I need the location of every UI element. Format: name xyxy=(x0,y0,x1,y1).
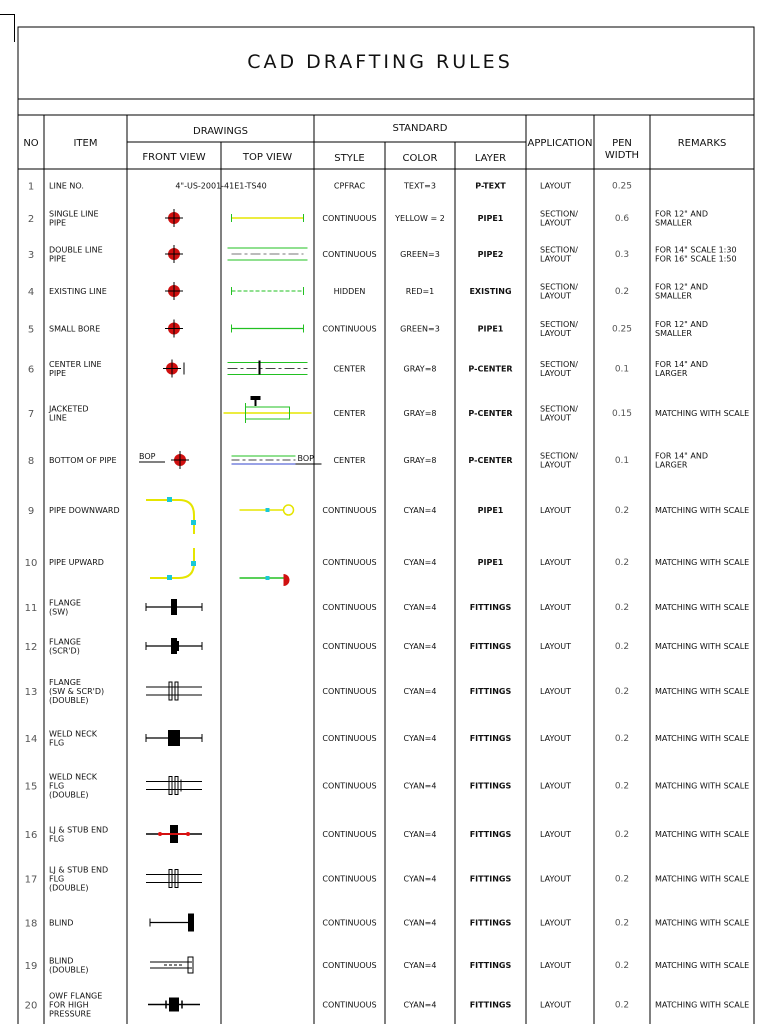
row-number: 20 xyxy=(24,1000,38,1012)
table-row xyxy=(28,497,749,534)
line-color: TEXT=3 xyxy=(404,181,436,191)
flange-symbol xyxy=(171,638,177,654)
row-number: 6 xyxy=(27,364,35,376)
layer-name: FITTINGS xyxy=(469,918,512,928)
item-name: LINE xyxy=(49,413,67,423)
layer-name: PIPE1 xyxy=(477,214,504,223)
line-color: CYAN=4 xyxy=(403,918,437,928)
row-number: 9 xyxy=(27,506,35,517)
row-number: 15 xyxy=(24,781,38,793)
header-color: COLOR xyxy=(402,153,438,164)
remarks: SMALLER xyxy=(655,291,692,301)
table-row xyxy=(28,360,708,379)
header-remarks: REMARKS xyxy=(677,138,727,149)
header-application: APPLICATION xyxy=(527,138,593,149)
header-top-view: TOP VIEW xyxy=(242,152,293,163)
pen-width: 0.25 xyxy=(611,181,633,192)
row-number: 18 xyxy=(24,918,38,930)
line-number-format: 4"-US-2001-41E1-TS40 xyxy=(175,181,267,191)
table-row xyxy=(25,678,750,705)
application: LAYOUT xyxy=(540,642,571,651)
line-color: CYAN=4 xyxy=(403,961,437,970)
item-name: FLG xyxy=(49,834,65,844)
pen-width: 0.2 xyxy=(614,961,630,971)
row-number: 3 xyxy=(27,250,35,261)
line-style: CONTINUOUS xyxy=(322,830,377,839)
pipe-downward-symbol xyxy=(146,500,194,534)
line-color: CYAN=4 xyxy=(403,603,437,612)
sheet-title: CAD DRAFTING RULES xyxy=(247,51,513,73)
item-name: PIPE UPWARD xyxy=(49,558,104,567)
pen-width: 0.2 xyxy=(614,734,630,744)
item-name: PIPE DOWNWARD xyxy=(49,506,120,515)
application: SECTION/ xyxy=(540,451,578,461)
item-name: PIPE xyxy=(49,369,67,378)
layer-name: PIPE1 xyxy=(477,558,504,567)
item-name: BLIND xyxy=(49,956,74,966)
line-style: CONTINUOUS xyxy=(322,918,377,928)
item-name: SMALL BORE xyxy=(49,324,101,334)
application: LAYOUT xyxy=(540,254,571,264)
remarks: SMALLER xyxy=(655,329,692,338)
row-number: 12 xyxy=(24,642,38,653)
item-name: (DOUBLE) xyxy=(49,790,89,800)
blind-symbol xyxy=(188,957,193,973)
flange-symbol xyxy=(175,870,178,888)
row-number: 14 xyxy=(24,734,38,745)
item-name: DOUBLE LINE xyxy=(49,245,103,255)
header-pen-width: PEN xyxy=(612,138,632,149)
application: LAYOUT xyxy=(540,603,571,612)
remarks: LARGER xyxy=(655,369,688,378)
cyan-marker xyxy=(167,575,172,580)
layer-name: PIPE1 xyxy=(477,324,504,334)
table-row xyxy=(25,957,750,975)
row-number: 19 xyxy=(24,961,38,972)
line-color: RED=1 xyxy=(405,287,435,296)
outer-border xyxy=(18,27,754,1024)
item-name: FLG xyxy=(49,738,65,748)
item-name: (DOUBLE) xyxy=(49,965,89,975)
line-style: CONTINUOUS xyxy=(322,1000,377,1010)
table-row xyxy=(25,548,750,586)
row-number: 10 xyxy=(24,558,38,569)
table-frame xyxy=(18,27,754,1024)
pen-width: 0.2 xyxy=(614,1000,630,1011)
table-row xyxy=(25,866,750,893)
line-color: CYAN=4 xyxy=(403,687,437,696)
item-name: PRESSURE xyxy=(49,1009,92,1019)
application: LAYOUT xyxy=(540,369,571,378)
application: SECTION/ xyxy=(540,360,578,369)
line-color: CYAN=4 xyxy=(403,642,437,651)
header-drawings: DRAWINGS xyxy=(193,126,248,137)
header-layer: LAYER xyxy=(474,153,507,164)
layer-name: FITTINGS xyxy=(469,1000,512,1010)
pipe-end-circle xyxy=(284,505,294,515)
item-name: FOR HIGH xyxy=(49,1000,89,1010)
layer-name: FITTINGS xyxy=(469,830,512,839)
pen-width: 0.2 xyxy=(614,642,630,652)
weld-neck-symbol xyxy=(168,730,180,746)
item-name: (DOUBLE) xyxy=(49,883,89,893)
table-row xyxy=(28,282,708,301)
table-headers xyxy=(23,123,726,164)
line-style: CENTER xyxy=(333,409,366,418)
line-color: GRAY=8 xyxy=(403,409,437,418)
remarks: MATCHING WITH SCALE xyxy=(655,409,750,418)
pen-width: 0.25 xyxy=(611,324,633,335)
application: LAYOUT xyxy=(540,734,571,743)
flange-symbol xyxy=(169,682,172,700)
red-marker xyxy=(186,832,190,836)
layer-name: P-CENTER xyxy=(468,456,513,465)
layer-name: FITTINGS xyxy=(469,734,512,743)
pen-width: 0.2 xyxy=(614,603,630,613)
remarks: MATCHING WITH SCALE xyxy=(655,874,750,884)
pen-width: 0.2 xyxy=(614,874,630,885)
valve-stem-symbol xyxy=(251,396,261,400)
table-row xyxy=(25,730,750,748)
row-number: 17 xyxy=(24,874,38,886)
line-color: GREEN=3 xyxy=(400,324,440,334)
bop-label: BOP xyxy=(297,454,314,463)
pipe-up-symbol xyxy=(284,574,290,586)
table-row xyxy=(28,451,708,470)
line-style: CONTINUOUS xyxy=(322,506,377,515)
owf-flange-symbol xyxy=(169,998,179,1012)
table-row xyxy=(28,396,749,423)
cyan-marker xyxy=(191,520,196,525)
item-name: LINE NO. xyxy=(49,181,84,191)
item-name: LJ & STUB END xyxy=(49,825,109,835)
remarks: MATCHING WITH SCALE xyxy=(655,830,750,839)
line-color: CYAN=4 xyxy=(403,830,437,839)
remarks: LARGER xyxy=(655,460,688,470)
item-name: PIPE xyxy=(49,218,67,228)
item-name: WELD NECK xyxy=(49,729,97,739)
bop-label: BOP xyxy=(139,452,156,461)
remarks: MATCHING WITH SCALE xyxy=(655,734,750,743)
line-color: GRAY=8 xyxy=(403,364,437,374)
cyan-marker xyxy=(167,497,172,502)
line-color: CYAN=4 xyxy=(403,558,437,567)
remarks: MATCHING WITH SCALE xyxy=(655,1000,750,1010)
row-number: 7 xyxy=(27,409,35,420)
item-name: BOTTOM OF PIPE xyxy=(49,456,117,465)
item-name: PIPE xyxy=(49,254,67,264)
item-name: (SW) xyxy=(49,607,69,617)
table-row xyxy=(25,599,750,617)
application: LAYOUT xyxy=(540,291,571,301)
row-number: 4 xyxy=(27,287,35,298)
application: LAYOUT xyxy=(540,506,571,515)
layer-name: PIPE2 xyxy=(477,250,504,259)
layer-name: P-CENTER xyxy=(468,364,513,374)
layer-name: FITTINGS xyxy=(469,874,512,884)
item-name: FLG xyxy=(49,781,65,791)
item-name: EXISTING LINE xyxy=(49,287,107,296)
remarks: FOR 12" AND xyxy=(655,282,709,292)
table-row xyxy=(28,245,737,264)
layer-name: FITTINGS xyxy=(469,687,512,696)
line-color: CYAN=4 xyxy=(403,781,437,791)
line-style: CONTINUOUS xyxy=(322,781,377,791)
table-row xyxy=(28,182,632,193)
row-number: 8 xyxy=(27,456,35,467)
item-name: (SW & SCR'D) xyxy=(49,687,105,696)
layer-name: P-CENTER xyxy=(468,409,513,418)
item-name: WELD NECK xyxy=(49,772,97,782)
application: LAYOUT xyxy=(540,329,571,338)
application: LAYOUT xyxy=(540,781,571,791)
item-name: FLANGE xyxy=(49,637,81,647)
item-name: SINGLE LINE xyxy=(49,209,99,219)
table-row xyxy=(25,825,750,844)
remarks: MATCHING WITH SCALE xyxy=(655,918,750,928)
pen-width: 0.2 xyxy=(614,287,630,297)
item-name: (SCR'D) xyxy=(49,646,80,656)
remarks: MATCHING WITH SCALE xyxy=(655,558,750,567)
row-number: 1 xyxy=(27,181,35,193)
table-row xyxy=(25,773,750,800)
pipe-upward-symbol xyxy=(150,548,194,578)
flange-symbol xyxy=(175,682,178,700)
layer-name: EXISTING xyxy=(469,287,512,296)
item-name: LJ & STUB END xyxy=(49,865,109,875)
pen-width: 0.2 xyxy=(614,558,630,568)
red-marker xyxy=(158,832,162,836)
application: LAYOUT xyxy=(540,1000,571,1010)
header-style: STYLE xyxy=(334,153,365,164)
line-style: CONTINUOUS xyxy=(322,324,377,334)
line-style: CONTINUOUS xyxy=(322,250,377,259)
item-name: FLANGE xyxy=(49,598,81,608)
item-name: FLANGE xyxy=(49,678,81,687)
line-style: CPFRAC xyxy=(333,181,366,191)
pen-width: 0.6 xyxy=(614,214,630,224)
header-no: NO xyxy=(23,138,39,149)
row-number: 5 xyxy=(27,324,35,336)
remarks: FOR 14" AND xyxy=(655,360,709,369)
remarks: FOR 16" SCALE 1:50 xyxy=(655,254,737,264)
application: SECTION/ xyxy=(540,245,578,255)
row-number: 13 xyxy=(24,687,38,698)
remarks: MATCHING WITH SCALE xyxy=(655,687,750,696)
pen-width: 0.2 xyxy=(614,830,630,840)
application: LAYOUT xyxy=(540,687,571,696)
remarks: FOR 12" AND xyxy=(655,209,709,219)
header-pen-width-line2: WIDTH xyxy=(604,150,640,161)
pen-width: 0.2 xyxy=(614,781,630,792)
table-row xyxy=(25,992,750,1019)
table-row xyxy=(25,638,750,656)
application: LAYOUT xyxy=(540,874,571,884)
line-style: CONTINUOUS xyxy=(322,961,377,970)
item-name: (DOUBLE) xyxy=(49,696,89,705)
application: SECTION/ xyxy=(540,282,578,292)
line-style: CONTINUOUS xyxy=(322,558,377,567)
cyan-marker xyxy=(191,561,196,566)
remarks: FOR 12" AND xyxy=(655,320,709,329)
application: LAYOUT xyxy=(540,460,571,470)
flange-symbol xyxy=(169,777,172,795)
remarks: FOR 14" SCALE 1:30 xyxy=(655,245,737,255)
remarks: MATCHING WITH SCALE xyxy=(655,603,750,612)
table-rows xyxy=(25,182,750,1019)
application: LAYOUT xyxy=(540,413,571,423)
header-item: ITEM xyxy=(73,138,98,149)
pen-width: 0.1 xyxy=(614,456,630,466)
application: SECTION/ xyxy=(540,209,578,219)
flange-symbol xyxy=(171,599,177,615)
row-number: 2 xyxy=(27,214,35,225)
pen-width: 0.15 xyxy=(611,409,633,419)
line-style: CENTER xyxy=(333,364,366,374)
line-style: HIDDEN xyxy=(333,287,366,296)
table-row xyxy=(28,209,708,228)
application: SECTION/ xyxy=(540,404,578,414)
layer-name: FITTINGS xyxy=(469,781,512,791)
table-row xyxy=(25,914,750,932)
line-color: CYAN=4 xyxy=(403,1000,437,1010)
remarks: SMALLER xyxy=(655,218,692,228)
layer-name: PIPE1 xyxy=(477,506,504,515)
header-front-view: FRONT VIEW xyxy=(142,152,206,163)
application: LAYOUT xyxy=(540,918,571,928)
application: SECTION/ xyxy=(540,320,578,329)
item-name: OWF FLANGE xyxy=(49,991,103,1001)
pen-width: 0.2 xyxy=(614,918,630,929)
remarks: MATCHING WITH SCALE xyxy=(655,642,750,651)
pen-width: 0.3 xyxy=(614,250,630,260)
line-color: GREEN=3 xyxy=(400,250,440,259)
application: LAYOUT xyxy=(540,558,571,567)
line-style: CENTER xyxy=(333,456,366,465)
pen-width: 0.2 xyxy=(614,506,630,516)
line-style: CONTINUOUS xyxy=(322,734,377,743)
line-style: CONTINUOUS xyxy=(322,687,377,696)
row-number: 16 xyxy=(24,830,38,841)
table-row xyxy=(28,320,708,339)
remarks: MATCHING WITH SCALE xyxy=(655,506,750,515)
line-style: CONTINUOUS xyxy=(322,214,377,223)
item-name: FLG xyxy=(49,874,65,884)
line-color: CYAN=4 xyxy=(403,506,437,515)
remarks: FOR 14" AND xyxy=(655,451,709,461)
layer-name: FITTINGS xyxy=(469,642,512,651)
item-name: JACKETED xyxy=(49,404,89,414)
application: LAYOUT xyxy=(540,218,571,228)
cyan-marker xyxy=(266,508,270,512)
item-name: BLIND xyxy=(49,918,74,928)
application: LAYOUT xyxy=(540,961,571,970)
line-color: YELLOW = 2 xyxy=(395,214,445,223)
cyan-marker xyxy=(266,576,270,580)
line-style: CONTINUOUS xyxy=(322,642,377,651)
application: LAYOUT xyxy=(540,830,571,839)
blind-symbol xyxy=(188,914,194,932)
remarks: MATCHING WITH SCALE xyxy=(655,781,750,791)
application: LAYOUT xyxy=(540,181,571,191)
line-color: CYAN=4 xyxy=(403,734,437,743)
pen-width: 0.2 xyxy=(614,687,630,697)
line-color: CYAN=4 xyxy=(403,874,437,884)
layer-name: P-TEXT xyxy=(475,181,506,191)
line-color: GRAY=8 xyxy=(403,456,437,465)
layer-name: FITTINGS xyxy=(469,603,512,612)
item-name: CENTER LINE xyxy=(49,360,102,369)
line-style: CONTINUOUS xyxy=(322,603,377,612)
flange-symbol xyxy=(175,777,178,795)
remarks: MATCHING WITH SCALE xyxy=(655,961,750,970)
line-style: CONTINUOUS xyxy=(322,874,377,884)
layer-name: FITTINGS xyxy=(469,961,512,970)
header-standard: STANDARD xyxy=(392,123,448,134)
row-number: 11 xyxy=(24,603,38,614)
pen-width: 0.1 xyxy=(614,364,630,375)
